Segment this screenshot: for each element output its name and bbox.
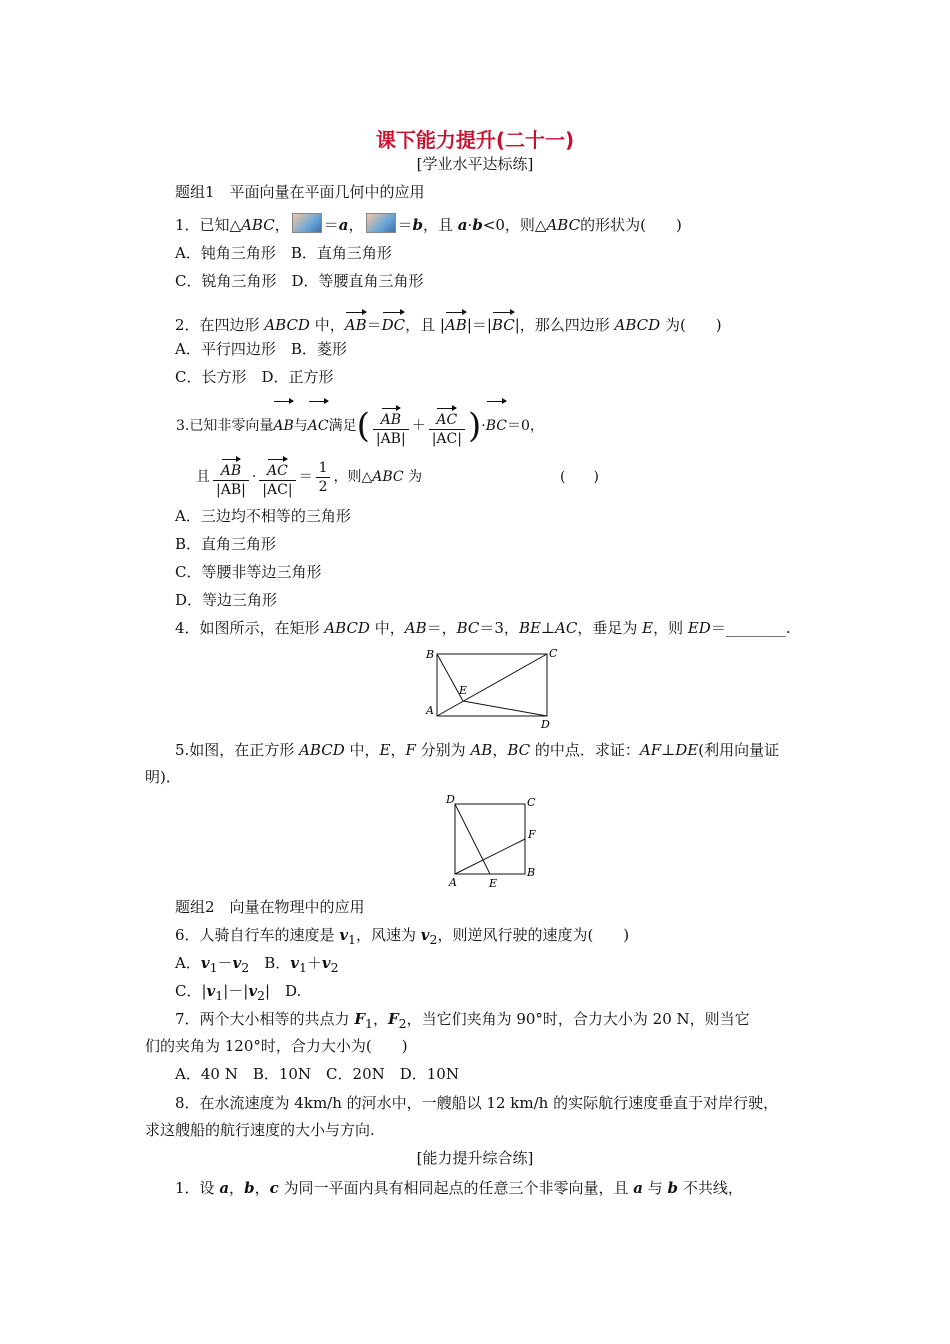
segment-ed xyxy=(463,701,547,716)
question-3-option-b: B．直角三角形 xyxy=(175,535,277,553)
figure-rectangle-abcd xyxy=(420,644,560,732)
question-6: 6．人骑自行车的速度是 $v_1$，风速为 $v_2$，则逆风行驶的速度为( ) xyxy=(175,926,630,947)
question-1-options-a: A．钝角三角形 B．直角三角形 xyxy=(175,244,392,262)
diagonal-ac xyxy=(437,654,547,716)
label-a: A xyxy=(426,704,434,717)
broken-image-icon xyxy=(292,213,322,233)
question-1-options-b: C．锐角三角形 D．等腰直角三角形 xyxy=(175,272,424,290)
group-heading-1: 题组1 平面向量在平面几何中的应用 xyxy=(175,183,425,201)
label-b: B xyxy=(426,648,435,661)
section-heading-basic: [学业水平达标练] xyxy=(416,155,534,173)
question-5-line-2: 明)． xyxy=(145,768,181,786)
segment-af xyxy=(455,839,525,874)
question-3-option-c: C．等腰非等边三角形 xyxy=(175,563,322,581)
question-8-line-2: 求这艘船的航行速度的大小与方向. xyxy=(145,1121,375,1139)
question-3-answer-blank: ( ) xyxy=(560,469,599,485)
question-4: 4．如图所示，在矩形 ABCD 中，AB＝，BC＝3，BE⊥AC，垂足为 E，则 ED＝________. xyxy=(175,619,791,637)
section-heading-advanced: [能力提升综合练] xyxy=(416,1149,534,1167)
figure-square-abcd xyxy=(440,792,545,890)
question-8-line-1: 8．在水流速度为 4km/h 的河水中，一艘船以 12 km/h 的实际航行速度垂直于对岸行驶， xyxy=(175,1094,779,1112)
label-b: B xyxy=(527,866,536,879)
page-title: 课下能力提升(二十一) xyxy=(375,128,575,152)
label-f: F xyxy=(528,828,536,841)
label-c: C xyxy=(527,796,536,809)
label-e: E xyxy=(489,877,498,890)
question-3-line-1: 3.已知非零向量AB与AC满足( $\frac{AB}{|AB|}$ ＋ $\frac{AC}{|AC|}$ )·BC＝0， xyxy=(176,398,544,448)
question-7-options: A．40 N B．10N C．20N D．10N xyxy=(175,1065,459,1083)
question-7-line-1: 7．两个大小相等的共点力 $F_1$，$F_2$，当它们夹角为 90°时，合力大小为 20 N，则当它 xyxy=(175,1010,750,1031)
question-2-options-a: A．平行四边形 B．菱形 xyxy=(175,340,347,358)
question-2: 2．在四边形 ABCD 中，AB＝DC，且 |AB|＝|BC|，那么四边形 ABCD 为( ) xyxy=(175,309,722,335)
label-a: A xyxy=(449,876,457,889)
question-6-options-a: A．$v_1-v_2$ B．$v_1+v_2$ xyxy=(175,954,339,975)
label-e: E xyxy=(459,684,468,697)
label-d: D xyxy=(446,793,455,806)
question-3-option-a: A．三边均不相等的三角形 xyxy=(175,507,351,525)
question-6-options-b: C．$|v_1|-|v_2|$ D. xyxy=(175,982,302,1003)
question-3-line-2: 且 $\frac{AB}{|AB|}$ · $\frac{AC}{|AC|}$ ＝ $\frac{1}{2}$ ，则△ABC 为 xyxy=(196,455,422,499)
question-2-options-b: C．长方形 D．正方形 xyxy=(175,368,334,386)
segment-de xyxy=(455,804,490,874)
group-heading-2: 题组2 向量在物理中的应用 xyxy=(175,898,365,916)
label-c: C xyxy=(549,647,558,660)
question-1: 1．已知△ABC， ＝a， ＝b，且 a·b<0，则△ABC的形状为( ) xyxy=(175,213,682,235)
broken-image-icon xyxy=(366,213,396,233)
advanced-question-1: 1．设 a，b，c 为同一平面内具有相同起点的任意三个非零向量，且 a 与 b 不共线， xyxy=(175,1179,743,1197)
label-d: D xyxy=(541,718,550,731)
question-5-line-1: 5.如图，在正方形 ABCD 中，E，F 分别为 AB，BC 的中点．求证：AF⊥DE(利用向量证 xyxy=(175,741,780,759)
question-3-option-d: D．等边三角形 xyxy=(175,591,278,609)
question-7-line-2: 们的夹角为 120°时，合力大小为( ) xyxy=(145,1037,408,1055)
